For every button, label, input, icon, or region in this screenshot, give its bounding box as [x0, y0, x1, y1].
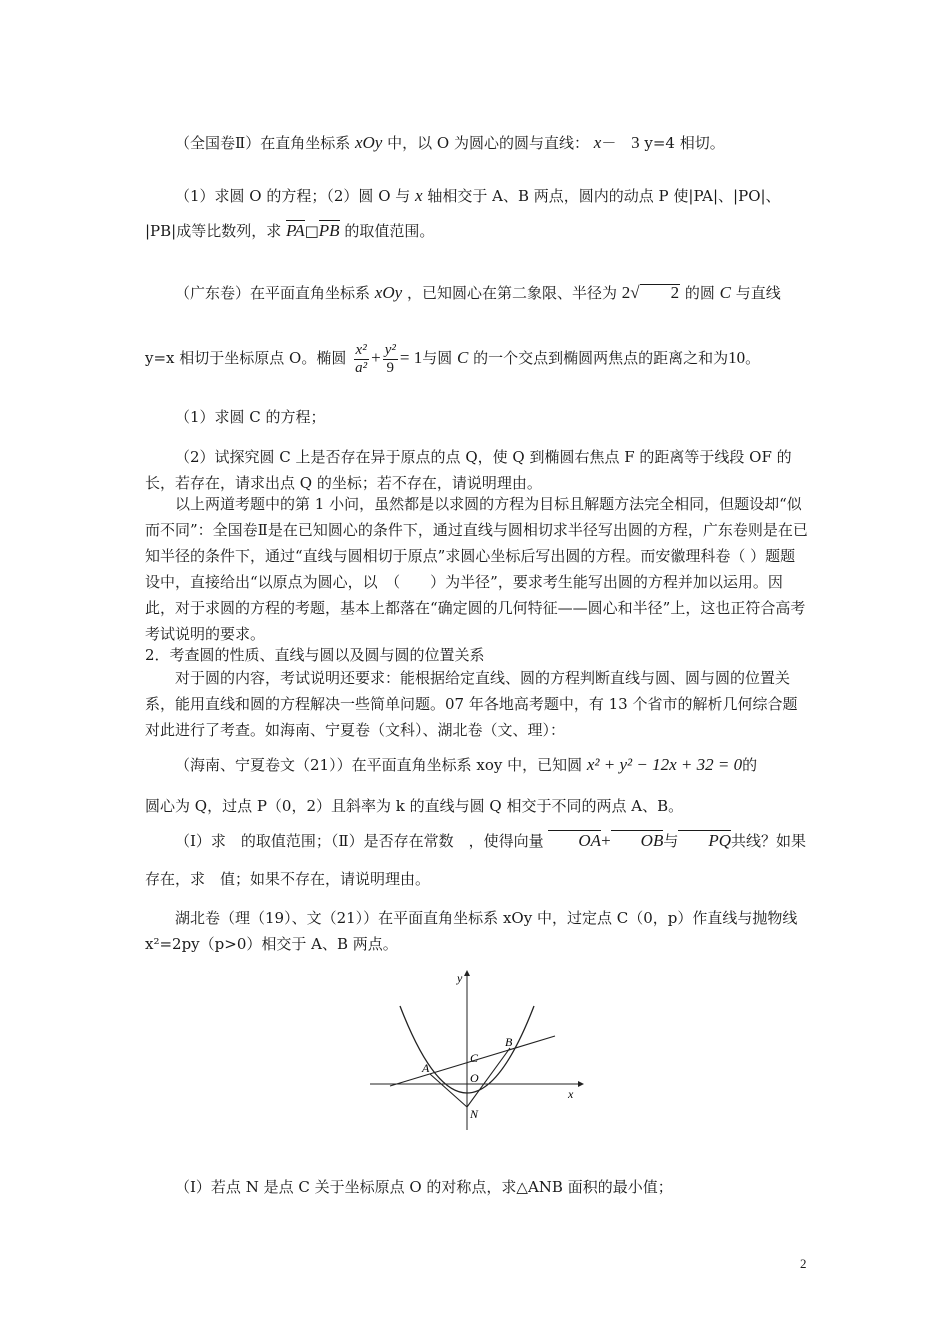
text: （1）求圆 O 的方程；（2）圆 O 与 [175, 187, 411, 205]
math-x: x [593, 133, 602, 152]
math-c: C [457, 348, 469, 367]
math-ten: 10 [728, 348, 746, 367]
y-axis-arrow [464, 970, 470, 976]
text: ，已知圆心在第二象限、半径为 [406, 284, 617, 302]
segment-na [430, 1074, 467, 1107]
q2-part1: （1）求圆 C 的方程； [175, 408, 326, 426]
text: |PB|成等比数列，求 [145, 222, 282, 240]
q1-line1 [145, 130, 810, 156]
q2-line1: （广东卷）在平面直角坐标系 xOy ，已知圆心在第二象限、半径为 2√ 2 的圆 C 与直线 [175, 283, 781, 302]
vector-oa: OA [548, 830, 601, 849]
math-xoy: xOy [354, 133, 383, 152]
text: 共线？如果 [731, 832, 807, 850]
q2-part2: （2）试探究圆 C 上是否存在异于原点的点 Q，使 Q 到椭圆右焦点 F 的距离等于线段 OF 的长，若存在，请求出点 Q 的坐标；若不存在，请说明理由。 [145, 448, 792, 492]
text: 与圆 [422, 349, 453, 367]
q3-line1 [145, 752, 810, 778]
analysis-paragraph: 以上两道考题中的第 1 小问，虽然都是以求圆的方程为目标且解题方法完全相同，但题设却“似而不同”：全国卷Ⅱ是在已知圆心的条件下，通过直线与圆相切求半径写出圆的方程，广东卷则是在已知半径的条件下，通过“直线与圆相切于原点”求圆心坐标后写出圆的方程。而安徽理科卷（ ）题题设中，直接给出“以原点为圆心，以 （ ）为半径”，要求考生能写出圆的方程并加以运用。因此，对于求圆的方程的考题，基本上都落在“确定圆的几何特征——圆心和半径”上，这也正符合高考考试说明的要求。 [145, 495, 808, 643]
label-n: N [470, 1107, 479, 1121]
text: 的 [742, 756, 758, 774]
math-x: x [415, 186, 423, 205]
text: 的圆 [684, 284, 715, 302]
text: y=4 相切。 [644, 134, 725, 152]
label-c: C [470, 1051, 479, 1065]
text: （Ⅰ）求 的取值范围；（Ⅱ）是否存在常数 ，使得向量 [175, 832, 544, 850]
q4-paragraph: 湖北卷（理（19）、文（21））在平面直角坐标系 xOy 中，过定点 C（0，p）作直线与抛物线 x²=2py（p>0）相交于 A、B 两点。 [145, 909, 798, 953]
fraction-y2-9: $\frac{\text{y²}}{9}$ [384, 341, 396, 376]
parabola-figure [370, 968, 590, 1133]
math-eq: = 1 [399, 348, 423, 367]
math-c: C [719, 283, 732, 302]
q1-parts-line2 [145, 218, 810, 244]
text: 的一个交点到椭圆两焦点的距离之和为 [473, 349, 729, 367]
fraction-x2-a2: $\frac{\text{x²}}{\text{a²}}$ [355, 341, 368, 376]
label-b: B [505, 1035, 513, 1049]
label-a: A [422, 1061, 430, 1075]
analysis-paragraph-2: 对于圆的内容，考试说明还要求：能根据给定直线、圆的方程判断直线与圆、圆与圆的位置关系，能用直线和圆的方程解决一些简单问题。07 年各地高考题中，有 13 个省市的解析几何综合题对此进行了考查。如海南、宁夏卷（文科）、湖北卷（文、理）： [145, 669, 798, 739]
text: （海南、宁夏卷文（21））在平面直角坐标系 xoy 中，已知圆 [175, 756, 583, 774]
text: 的取值范围。 [344, 222, 435, 240]
vector-pa: PA [286, 221, 305, 240]
math-two: 2 [621, 283, 631, 302]
dot-symbol: □ [304, 222, 319, 240]
q3-line2: 圆心为 Q，过点 P（0，2）且斜率为 k 的直线与圆 Q 相交于不同的两点 A、B。 [145, 797, 684, 815]
vector-ob: OB [611, 830, 664, 849]
vector-pb: PB [318, 221, 340, 240]
text: 。 [745, 349, 761, 367]
math-xoy: xOy [374, 283, 403, 302]
q3-line4: 存在，求 值；如果不存在，请说明理由。 [145, 870, 431, 888]
text: y=x 相切于坐标原点 O。椭圆 [145, 349, 347, 367]
x-axis-arrow [578, 1081, 584, 1087]
math-sqrt2: 2 [640, 284, 681, 301]
page-number: 2 [800, 1256, 807, 1271]
q4-part1: （Ⅰ）若点 N 是点 C 关于坐标原点 O 的对称点，求△ANB 面积的最小值； [175, 1178, 673, 1196]
text: 与直线 [735, 284, 781, 302]
text: 与 [663, 832, 679, 850]
text: 轴相交于 A、B 两点，圆内的动点 P 使|PA|、|PO|、 [427, 187, 781, 205]
minus-sign: － [601, 134, 617, 152]
math-circle-equation: x² + y² − 12x + 32 = 0 [586, 755, 743, 774]
q2-line2 [145, 338, 810, 378]
section-heading: 2．考查圆的性质、直线与圆以及圆与圆的位置关系 [145, 646, 485, 664]
plus-sign: + [371, 348, 381, 367]
plus-sign: + [601, 831, 611, 850]
math-three: 3 [631, 133, 640, 152]
text: （全国卷Ⅱ）在直角坐标系 [175, 134, 351, 152]
label-x: x [568, 1087, 574, 1101]
label-o: O [470, 1071, 479, 1085]
vector-pq: PQ [678, 830, 731, 849]
text: 中，以 O 为圆心的圆与直线： [387, 134, 589, 152]
text: （广东卷）在平面直角坐标系 [175, 284, 371, 302]
q1-parts [145, 183, 810, 209]
q3-line3 [145, 828, 810, 854]
label-y: y [457, 971, 463, 985]
